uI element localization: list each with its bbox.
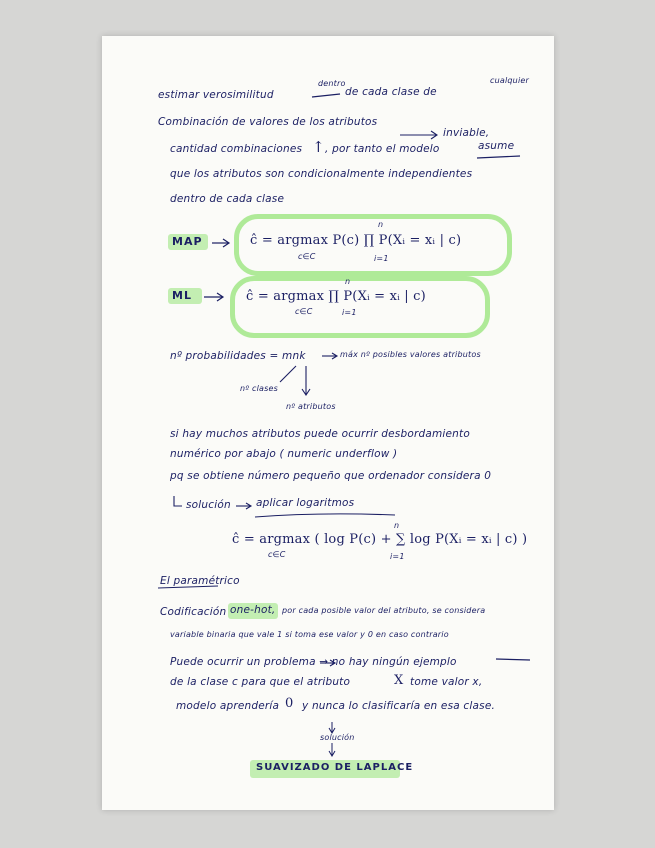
log-sub: c∈C: [268, 550, 286, 559]
text-line: solución: [320, 733, 355, 742]
text-line: Combinación de valores de los atributos: [158, 116, 378, 128]
underline-mark: [255, 514, 395, 517]
ml-formula: ĉ = argmax ∏ P(Xᵢ = xᵢ | c): [246, 289, 426, 304]
text-line: cualquier: [490, 76, 529, 85]
text-line: one-hot,: [230, 604, 276, 616]
ml-lower: i=1: [342, 308, 357, 317]
arrow-down-icon: [280, 366, 296, 382]
text-line: estimar verosimilitud: [158, 89, 274, 101]
text-line: dentro de cada clase: [170, 193, 285, 205]
ml-sub: c∈C: [295, 307, 313, 316]
text-line: asume: [478, 140, 515, 152]
text-line: nº atributos: [286, 402, 336, 411]
laplace-title: SUAVIZADO DE LAPLACE: [256, 762, 414, 773]
ml-upper: n: [345, 277, 351, 286]
log-lower: i=1: [390, 552, 405, 561]
map-lower: i=1: [374, 254, 389, 263]
text-line: variable binaria que vale 1 si toma ese valor y 0 en caso contrario: [170, 630, 449, 639]
map-label: MAP: [172, 235, 203, 248]
text-line: dentro: [318, 79, 346, 88]
map-formula: ĉ = argmax P(c) ∏ P(Xᵢ = xᵢ | c): [250, 233, 462, 248]
log-upper: n: [394, 521, 400, 530]
text-line: máx nº posibles valores atributos: [340, 350, 481, 359]
ml-label: ML: [172, 289, 192, 302]
text-line: , por tanto el modelo: [325, 143, 440, 155]
text-line: aplicar logaritmos: [256, 497, 355, 509]
section-title: El paramétrico: [160, 575, 240, 587]
arrow-elbow-icon: [174, 496, 182, 506]
text-line: y nunca lo clasificaría en esa clase.: [302, 700, 496, 712]
log-formula: ĉ = argmax ( log P(c) + ∑ log P(Xᵢ = xᵢ | c) ): [232, 532, 528, 547]
text-line: pq se obtiene número pequeño que ordenador considera 0: [170, 470, 492, 482]
text-line: cantidad combinaciones: [170, 143, 303, 155]
text-line: nº clases: [240, 384, 278, 393]
text-line: numérico por abajo ( numeric underflow ): [170, 448, 398, 460]
text-line: Codificación: [160, 606, 227, 618]
map-sub: c∈C: [298, 252, 316, 261]
highlight-oval: [230, 276, 490, 338]
text-line: modelo aprendería: [176, 700, 280, 712]
text-line: si hay muchos atributos puede ocurrir desbordamiento: [170, 428, 470, 440]
up-arrow-icon: ↑: [312, 138, 325, 156]
text-line: nº probabilidades = mnk: [170, 350, 306, 362]
text-line: de la clase c para que el atributo: [170, 676, 351, 688]
text-line: por cada posible valor del atributo, se considera: [282, 606, 486, 615]
text-line: que los atributos son condicionalmente independientes: [170, 168, 473, 180]
strikeout-mark: [496, 659, 530, 660]
text-line: tome valor x,: [410, 676, 483, 688]
text-line: inviable,: [443, 127, 490, 139]
text-line: solución: [186, 499, 231, 511]
text-line: 0: [285, 696, 294, 711]
text-line: de cada clase de: [345, 86, 437, 98]
map-upper: n: [378, 220, 384, 229]
strikeout-mark: [312, 94, 340, 97]
underline-mark: [477, 156, 520, 158]
text-line: X: [394, 673, 404, 688]
text-line: Puede ocurrir un problema → no hay ningún ejemplo: [170, 656, 457, 668]
